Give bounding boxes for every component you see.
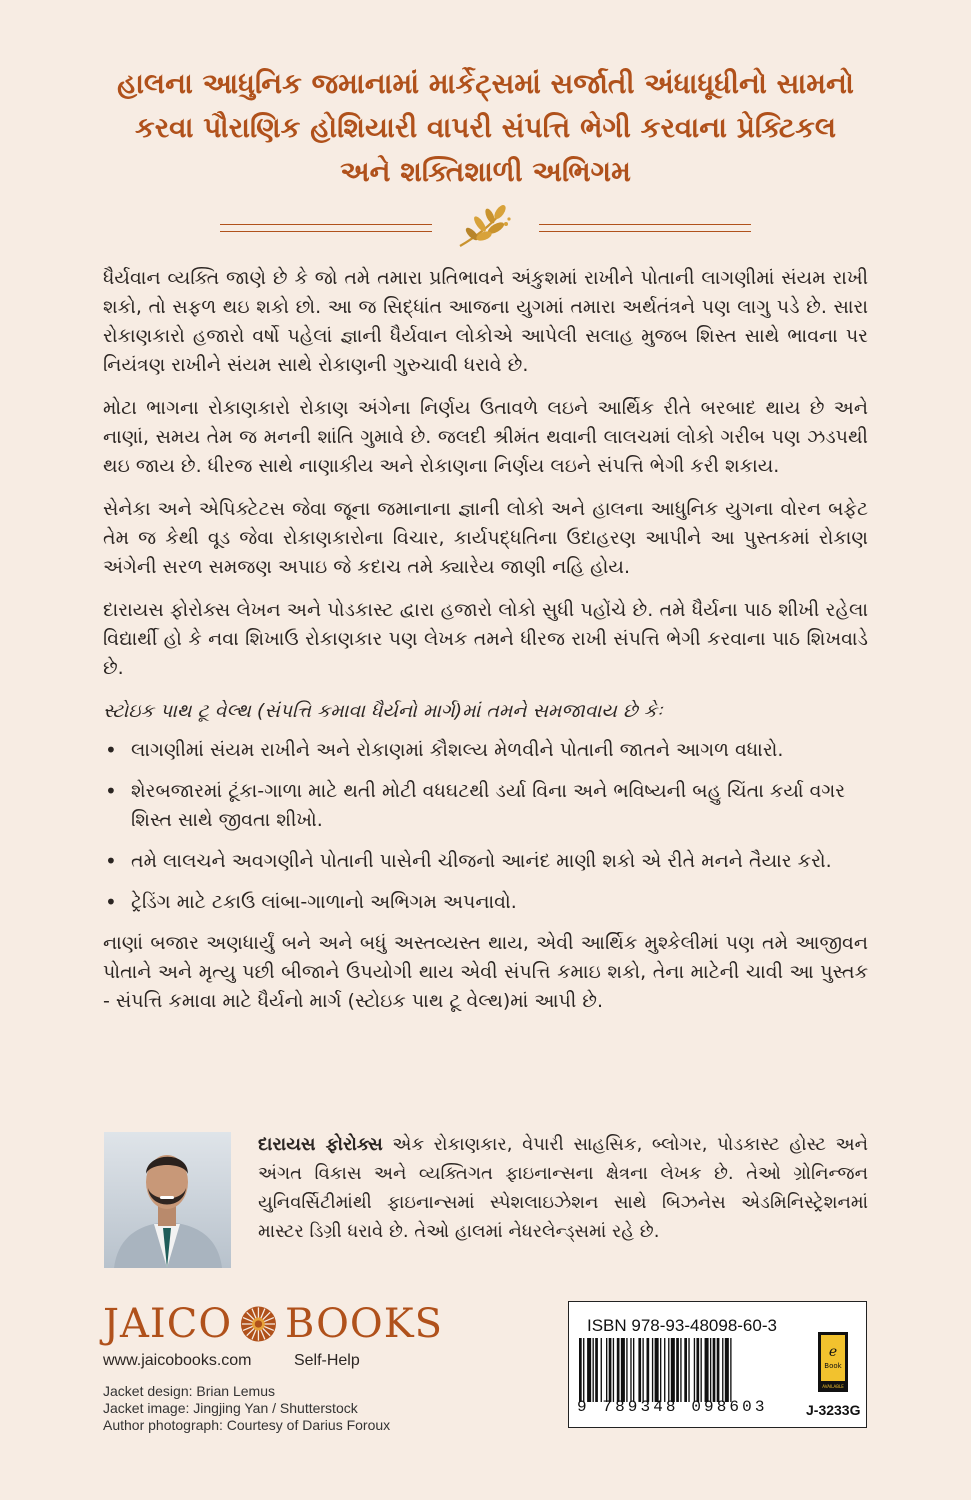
blurb-paragraph: મોટા ભાગના રોકાણકારો રોકાણ અંગેના નિર્ણય ઉતાવળે લઇને આર્થિક રીતે બરબાદ થાય છે અને નાણાં, સમય તેમ જ મનની શાંતિ ગુમાવે છે. જલદી શ્રીમંત થવાની લાલચમાં લોકો ગરીબ પણ ઝડપથી થઇ જાય છે. ધીરજ સાથે નાણાકીય અને રોકાણના નિર્ણય લઇને સંપત્તિ ભેગી કરી શકાય. (103, 397, 868, 477)
barcode-bar (638, 1338, 641, 1402)
barcode-bar (613, 1338, 614, 1402)
barcode-bar (626, 1338, 627, 1402)
jacket-credits (103, 1383, 390, 1434)
barcode-bar (655, 1338, 659, 1402)
ornament-rule-right (539, 224, 751, 232)
credit-line: Jacket image: Jingjing Yan / Shutterstock (103, 1400, 358, 1416)
headline-line: અને શક્તિશાળી અભિગમ (340, 155, 631, 188)
publisher-block (103, 1300, 443, 1370)
headline-line: કરવા પૌરાણિક હોશિયારી વાપરી સંપત્તિ ભેગી કરવાના પ્રેક્ટિકલ (134, 111, 837, 144)
svg-text:e: e (828, 1344, 838, 1360)
barcode-bar (730, 1338, 731, 1402)
book-code: J-3233G (806, 1402, 861, 1418)
barcode-bar (722, 1338, 723, 1402)
blurb-paragraph: સેનેકા અને એપિક્ટેટસ જેવા જૂના જમાનાના જ્ઞાની લોકો અને હાલના આધુનિક યુગના વોરન બફેટ તેમ જ કેથી વૂડ જેવા રોકાણકારોના વિચાર, કાર્યપદ્ધતિના ઉદાહરણ આપીને આ પુસ્તકમાં રોકાણ અંગેની સરળ સમજણ અપાઇ જે કદાચ તમે ક્યારેય જાણી નહિ હોય. (103, 498, 868, 578)
barcode-bar (671, 1338, 675, 1402)
barcode-bar (593, 1338, 594, 1402)
isbn-label: ISBN 978-93-48098-60-3 (587, 1316, 777, 1335)
publisher-website: www.jaicobooks.com (103, 1352, 252, 1369)
barcode-bar (647, 1338, 650, 1402)
barcode-bar (725, 1338, 729, 1402)
barcode-bar (595, 1338, 598, 1402)
logo-word-left: JAICO (103, 1301, 233, 1347)
headline-line: હાલના આધુનિક જમાનામાં માર્કેટ્સમાં સર્જાતી અંધાધૂધીનો સામનો (117, 67, 854, 100)
barcode-bar (652, 1338, 653, 1402)
ebook-label: Book (824, 1362, 842, 1370)
barcode-bar (668, 1338, 669, 1402)
barcode-bar (621, 1338, 625, 1402)
book-category: Self-Help (293, 1352, 360, 1369)
barcode-panel (568, 1301, 867, 1428)
publisher-info (103, 1352, 443, 1370)
barcode-bar (609, 1338, 612, 1402)
barcode-bar (710, 1338, 711, 1402)
author-portrait-image (104, 1132, 231, 1268)
barcode-bar (583, 1338, 584, 1402)
barcode-bar (696, 1338, 699, 1402)
barcode-bar (664, 1338, 665, 1402)
bullet-item: • શેરબજારમાં ટૂંકા-ગાળા માટે થતી મોટી વધઘટથી ડર્યા વિના અને ભવિષ્યની બહુ ચિંતા કર્યા વગર શિસ્ત સાથે જીવતા શીખો. (103, 777, 868, 835)
logo-word-right: BOOKS (284, 1301, 443, 1347)
barcode-bar (587, 1338, 591, 1402)
barcode-bar (713, 1338, 716, 1402)
credit-line: Jacket design: Brian Lemus (103, 1383, 275, 1399)
sun-emblem-icon (240, 1304, 277, 1344)
bullet-item: • લાગણીમાં સંયમ રાખીને અને રોકાણમાં કૌશલ્ય મેળવીને પોતાની જાતને આગળ વધારો. (103, 736, 868, 765)
barcode-bar (694, 1338, 695, 1402)
credit-line: Author photograph: Courtesy of Darius Foroux (103, 1417, 391, 1433)
barcode-bar (701, 1338, 702, 1402)
barcode-bar (633, 1338, 634, 1402)
ebook-badge-icon (818, 1332, 848, 1392)
author-bio-text: એક રોકાણકાર, વેપારી સાહસિક, બ્લોગર, પોડકાસ્ટ હોસ્ટ અને અંગત વિકાસ અને વ્યક્તિગત ફાઇનાન્સના ક્ષેત્રના લેખક છે. તેઓ ગ્રોનિન્જન યુનિવર્સિટીમાંથી ફાઇનાન્સમાં સ્પેશલાઇઝેશન સાથે બિઝનેસ એડમિનિસ્ટ્રેશનમાં માસ્ટર ડિગ્રી ધરાવે છે. તેઓ હાલમાં નેધરલેન્ડ્સમાં રહે છે. (258, 1134, 868, 1242)
barcode-bar (601, 1338, 602, 1402)
ornament-rule-left (220, 224, 432, 232)
bullet-item: • ટ્રેડિંગ માટે ટકાઉ લાંબા-ગાળાનો અભિગમ અપનાવો. (103, 888, 868, 917)
headline (70, 62, 901, 194)
barcode-bar (684, 1338, 687, 1402)
barcode-bar (676, 1338, 679, 1402)
author-bio (258, 1130, 868, 1246)
author-name: દારાયસ ફોરોક્સ (258, 1134, 383, 1155)
ornament-divider (220, 202, 751, 252)
publisher-logo (103, 1300, 443, 1348)
closing-paragraph: નાણાં બજાર અણધાર્યું બને અને બધું અસ્તવ્યસ્ત થાય, એવી આર્થિક મુશ્કેલીમાં પણ તમે આજીવન પોતાને અને મૃત્યુ પછી બીજાને ઉપયોગી થાય એવી સંપત્તિ કમાઇ શકો, તેના માટેની ચાવી આ પુસ્તક - સંપત્તિ કમાવા માટે ધૈર્યનો માર્ગ (સ્ટોઇક પાથ ટૂ વેલ્થ)માં આપી છે. (103, 932, 868, 1012)
barcode-bar (705, 1338, 709, 1402)
barcode-bar (606, 1338, 607, 1402)
blurb-paragraph: ધૈર્યવાન વ્યક્તિ જાણે છે કે જો તમે તમારા પ્રતિભાવને અંકુશમાં રાખીને પોતાની લાગણીમાં સંયમ રાખી શકો, તો સફળ થઇ શકો છો. આ જ સિદ્ધાંત આજના યુગમાં તમારા અર્થતંત્રને પણ લાગુ પડે છે. સારા રોકાણકારો હજારો વર્ષો પહેલાં જ્ઞાની ધૈર્યવાન લોકોએ આપેલી સલાહ મુજબ શિસ્ત સાથે ભાવના પર નિયંત્રણ રાખીને સંયમ સાથે રોકાણની ગુરુચાવી ધરાવે છે. (103, 267, 868, 376)
bullet-item: • તમે લાલચને અવગણીને પોતાની પાસેની ચીજનો આનંદ માણી શકો એ રીતે મનને તૈયાર કરો. (103, 847, 868, 876)
bullet-list (103, 736, 868, 917)
barcode-number: 9 789348 098603 (577, 1398, 768, 1416)
barcode-bars (579, 1338, 794, 1402)
barcode-bar (717, 1338, 720, 1402)
bullets-intro: સ્ટોઇક પાથ ટૂ વેલ્થ (સંપત્તિ કમાવા ધૈર્યનો માર્ગ)માં તમને સમજાવાય છે કેઃ (103, 700, 663, 722)
blurb-body (103, 264, 868, 1030)
barcode-bar (617, 1338, 620, 1402)
barcode-bar (688, 1338, 689, 1402)
barcode-bar (660, 1338, 661, 1402)
barcode-bar (642, 1338, 643, 1402)
barcode-bar (579, 1338, 582, 1402)
ebook-sub: AVAILABLE (822, 1384, 844, 1389)
barcode-bar (680, 1338, 681, 1402)
author-photo (104, 1132, 231, 1268)
barcode-bar (630, 1338, 631, 1402)
blurb-paragraph: દારાયસ ફોરોક્સ લેખન અને પોડકાસ્ટ દ્વારા હજારો લોકો સુધી પહોંચે છે. તમે ધૈર્યના પાઠ શીખી રહેલા વિદ્યાર્થી હો કે નવા શિખાઉ રોકાણકાર પણ લેખક તમને ધીરજ રાખી સંપત્તિ ભેગી કરવાના પાઠ શિખવાડે છે. (103, 599, 868, 679)
leaf-sprig-icon (454, 202, 518, 252)
